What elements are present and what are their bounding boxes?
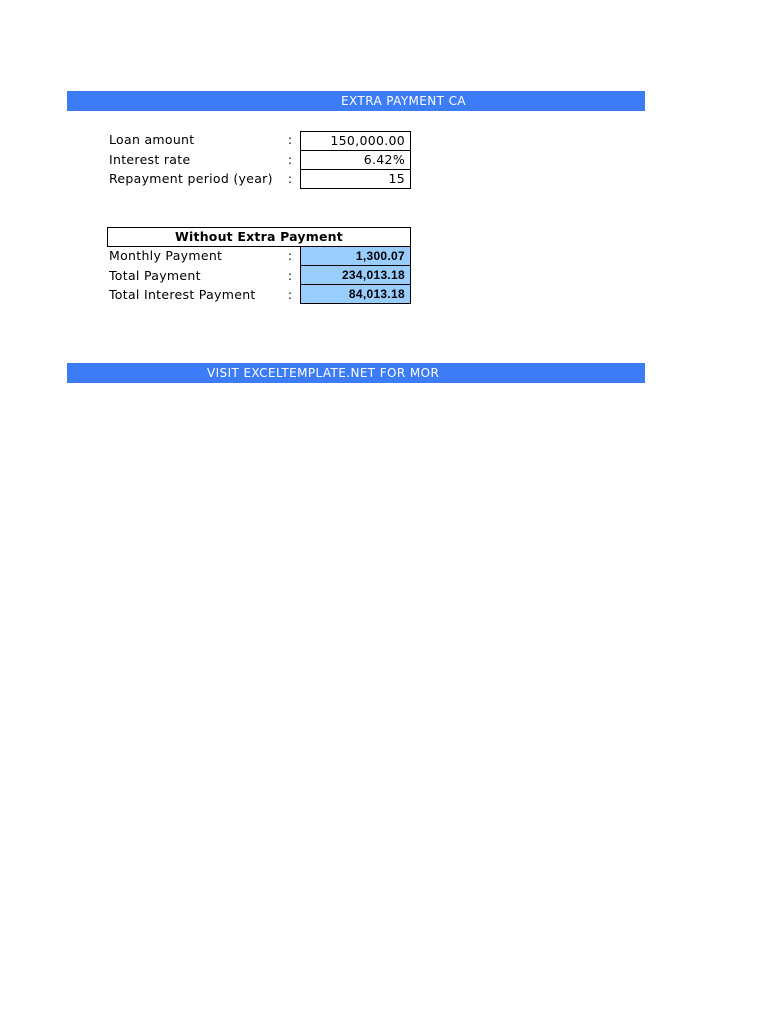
total-interest-payment-label: Total Interest Payment [109, 287, 256, 302]
interest-rate-label: Interest rate [109, 152, 191, 167]
interest-rate-colon: : [288, 153, 293, 167]
total-payment-colon: : [288, 269, 293, 283]
repayment-period-label: Repayment period (year) [109, 171, 273, 186]
loan-amount-label: Loan amount [109, 132, 195, 147]
loan-amount-colon: : [288, 133, 293, 147]
total-payment-cell: 234,013.18 [300, 266, 411, 285]
total-payment-label: Total Payment [109, 268, 201, 283]
monthly-payment-label: Monthly Payment [109, 248, 223, 263]
footer-banner [67, 363, 645, 383]
repayment-period-cell[interactable]: 15 [300, 170, 411, 189]
footer-link-text[interactable]: VISIT EXCELTEMPLATE.NET FOR MOR [207, 366, 440, 380]
total-interest-payment-colon: : [288, 288, 293, 302]
monthly-payment-cell: 1,300.07 [300, 247, 411, 266]
title-banner [67, 91, 645, 111]
interest-rate-cell[interactable]: 6.42% [300, 151, 411, 170]
loan-amount-cell[interactable]: 150,000.00 [300, 131, 411, 151]
title-text: EXTRA PAYMENT CA [341, 94, 466, 108]
total-interest-payment-cell: 84,013.18 [300, 285, 411, 304]
repayment-period-colon: : [288, 172, 293, 186]
without-extra-payment-title: Without Extra Payment [107, 227, 411, 247]
monthly-payment-colon: : [288, 249, 293, 263]
